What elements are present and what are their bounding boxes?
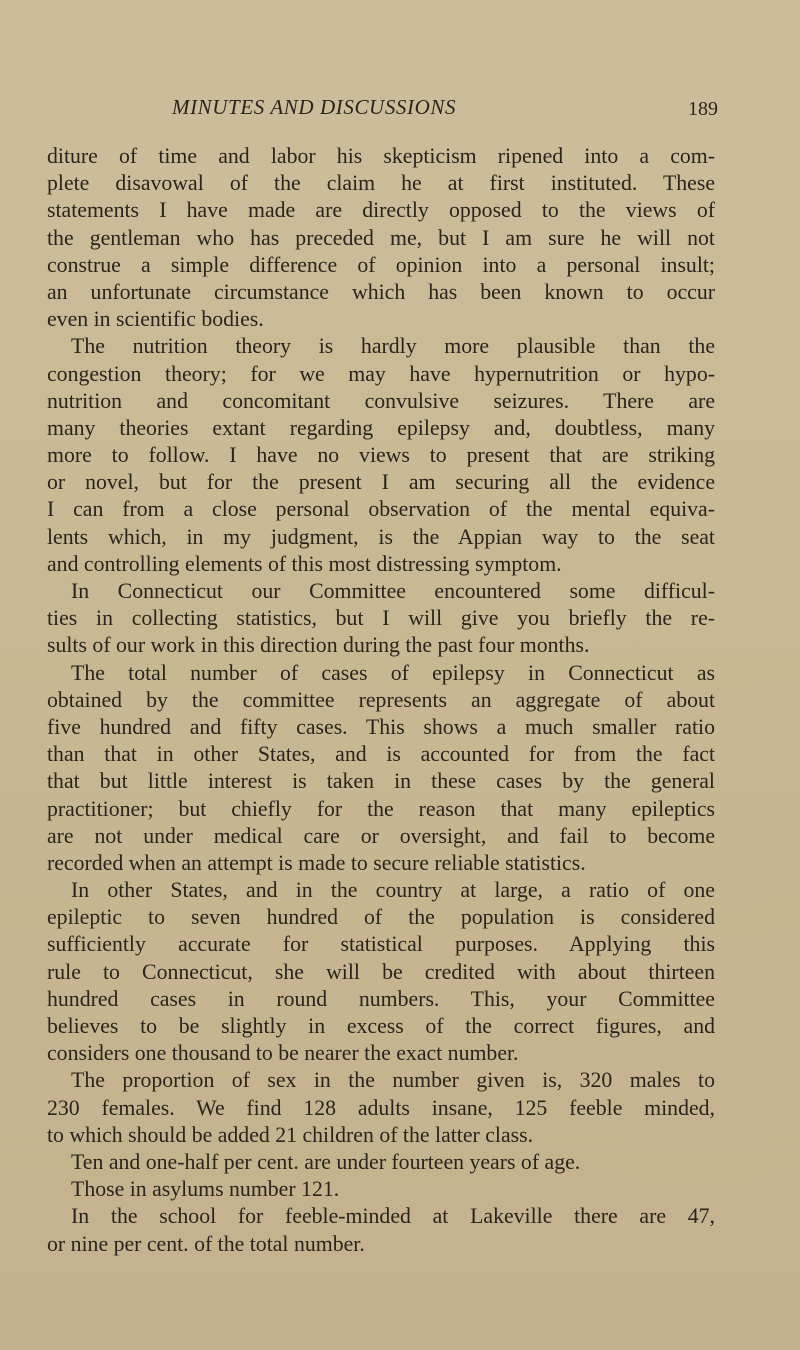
paragraph-start-line: The nutrition theory is hardly more plausible than the [71,334,715,359]
text-line: sufficiently accurate for statistical purposes. Applying this [47,932,715,957]
text-line: obtained by the committee represents an aggregate of about [47,687,715,712]
running-head: MINUTES AND DISCUSSIONS [172,95,457,119]
text-line: even in scientific bodies. [47,307,264,332]
text-line: more to follow. I have no views to present that are striking [47,443,715,468]
text-line: and controlling elements of this most distressing symptom. [47,551,562,576]
text-line: that but little interest is taken in these cases by the general [47,769,715,794]
paragraph-start-line: The proportion of sex in the number given is, 320 males to [71,1068,715,1093]
text-line: sults of our work in this direction during the past four months. [47,633,590,658]
page-number: 189 [688,98,718,120]
text-line: hundred cases in round numbers. This, your Committee [47,986,715,1011]
text-line: an unfortunate circumstance which has been known to occur [47,279,715,304]
text-line: practitioner; but chiefly for the reason that many epileptics [47,796,715,821]
text-line: statements I have made are directly opposed to the views of [47,198,715,223]
paragraph-start-line: Ten and one-half per cent. are under fourteen years of age. [71,1149,581,1174]
page-header [0,95,800,129]
paragraph-start-line: In the school for feeble-minded at Lakeville there are 47, [71,1204,715,1229]
text-line: construe a simple difference of opinion into a personal insult; [47,252,715,277]
text-line: I can from a close personal observation of the mental equiva- [47,497,715,522]
text-line: rule to Connecticut, she will be credited with about thirteen [47,959,715,984]
text-line: congestion theory; for we may have hypernutrition or hypo- [47,361,715,386]
text-line: or novel, but for the present I am securing all the evidence [47,470,715,495]
text-line: plete disavowal of the claim he at first instituted. These [47,171,715,196]
text-line: the gentleman who has preceded me, but I am sure he will not [47,225,715,250]
text-line: ties in collecting statistics, but I will give you briefly the re- [47,606,715,631]
text-line: recorded when an attempt is made to secure reliable statistics. [47,850,586,875]
body-text [47,143,715,1258]
paragraph-start-line: Those in asylums number 121. [71,1177,340,1202]
text-line: diture of time and labor his skepticism ripened into a com- [47,144,715,168]
text-line: considers one thousand to be nearer the exact number. [47,1041,519,1066]
paragraph-start-line: In other States, and in the country at large, a ratio of one [71,878,715,903]
text-line: or nine per cent. of the total number. [47,1231,365,1256]
text-line: to which should be added 21 children of the latter class. [47,1122,534,1147]
text-line: many theories extant regarding epilepsy and, doubtless, many [47,415,715,440]
text-line: are not under medical care or oversight, and fail to become [47,823,715,848]
paragraph-start-line: The total number of cases of epilepsy in Connecticut as [71,660,715,685]
text-line: lents which, in my judgment, is the Appian way to the seat [47,524,715,549]
text-line: epileptic to seven hundred of the population is considered [47,905,715,930]
text-line: believes to be slightly in excess of the correct figures, and [47,1014,715,1038]
text-line: than that in other States, and is accounted for from the fact [47,742,715,767]
text-line: five hundred and fifty cases. This shows a much smaller ratio [47,714,715,739]
text-line: nutrition and concomitant convulsive seizures. There are [47,388,715,413]
text-line: 230 females. We find 128 adults insane, 125 feeble minded, [47,1095,715,1120]
paragraph-start-line: In Connecticut our Committee encountered some difficul- [71,579,715,603]
